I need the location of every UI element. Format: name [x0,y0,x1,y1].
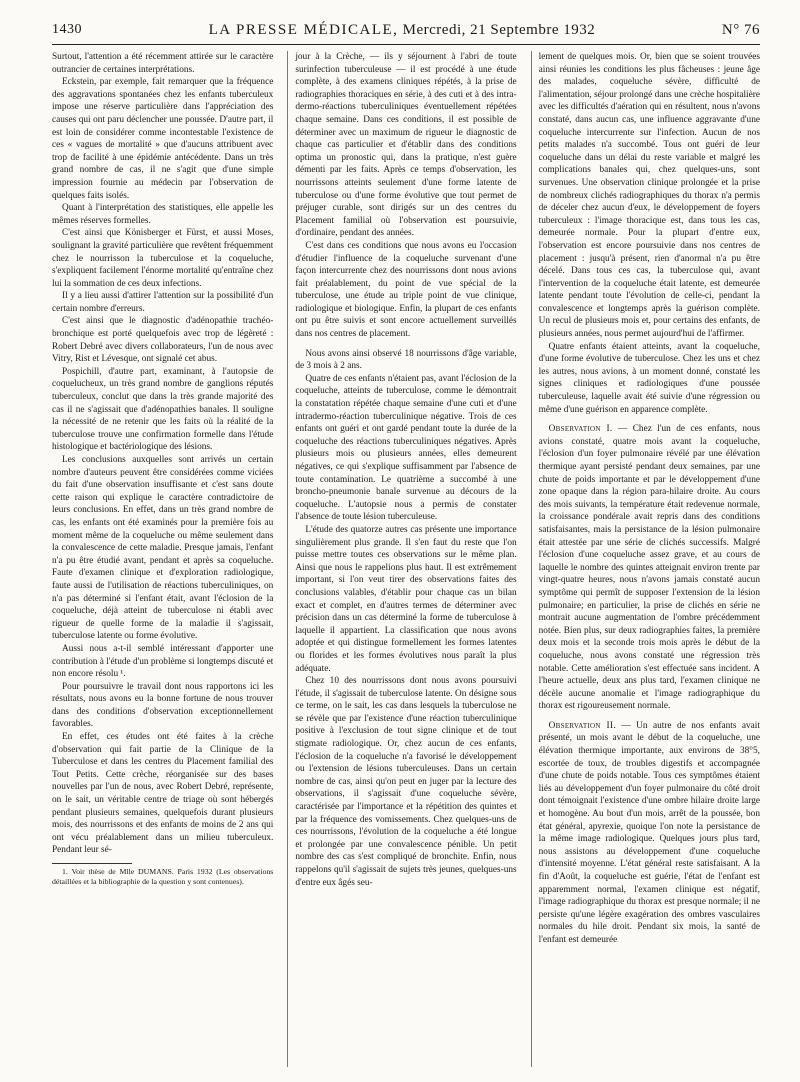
page-number: 1430 [52,22,82,37]
paragraph: C'est dans ces conditions que nous avons eu l'occasion d'étudier l'influence de la coqueluche survenant d'une façon intercurrente chez des nourrissons dont nous avions fait préalablement, du point de vue spécial de la tuberculose, une étude au triple point de vue clinique, radiologique et biologique. Enfin, la plupart de ces enfants ont pu être suivis et sont encore actuellement surveillés dans nos centres de placement. [295,240,517,340]
paragraph: Pour poursuivre le travail dont nous rapportons ici les résultats, nous avons eu la bonne fortune de nous trouver dans des conditions d'observation exceptionnellement favorables. [52,681,274,730]
paragraph: Eckstein, par exemple, fait remarquer que la fréquence des aggravations spontanées chez les enfants tuberculeux impose une réserve particulière dans l'appréciation des causes qui ont paru déclencher une poussée. D'autre part, il est loin de considérer comme incontestable l'existence de ces « vagues de mortalité » que d'aucuns attribuent avec trop de facilité à une épidémie antécédente. Dans un très grand nombre de cas, il ne s'agit que d'une simple impression fournie au médecin par l'observation de quelques faits isolés. [52,77,274,201]
column-1 [52,51,273,1067]
column-2 [287,51,516,1067]
header-title [82,22,722,39]
paragraph: C'est ainsi que le diagnostic d'adénopathie trachéo-bronchique est porté quelquefois avec trop de légèreté : Robert Debré avec divers collaborateurs, l'un de nous avec Vitry, Rist et Lévesque, ont signalé cet abus. [52,316,274,365]
column-3 [531,51,760,1067]
paragraph: Les conclusions auxquelles sont arrivés un certain nombre d'auteurs peuvent être considérées comme viciées du fait d'une observation insuffisante et c'est sans doute cette raison qui explique le caractère contradictoire de leurs conclusions. En effet, dans un très grand nombre de cas, les enfants ont été examinés pour la première fois au moment même de la coqueluche ou même seulement dans la convalescence de cette maladie. Presque jamais, l'enfant n'a pu être étudié avant, pendant et après sa coqueluche. Faute d'examen clinique et d'exploration radiologique, faute aussi de l'utilisation de réactions tuberculiniques, on n'a pas déterminé si l'enfant était, avant l'éclosion de la coqueluche, déjà atteint de tuberculose ni établi avec rigueur de quelle forme de la maladie il s'agissait, tuberculose latente ou forme évolutive. [52,455,274,642]
publication-name: LA PRESSE MÉDICALE, [208,21,399,38]
paragraph: Chez 10 des nourrissons dont nous avons poursuivi l'étude, il s'agissait de tuberculose latente. On désigne sous ce terme, on le sait, les cas dans lesquels la tuberculose ne se révèle que par l'existence d'une réaction tuberculinique positive à l'exclusion de tout signe clinique et de tout stigmate radiologique. Or, chez aucun de ces enfants, l'éclosion de la coqueluche n'a favorisé le développement ou l'extension de lésions tuberculeuses. Dans un certain nombre de cas, ainsi qu'on peut en juger par la lecture des observations, il s'agissait d'une coqueluche sévère, caractérisée par l'importance et la répétition des quintes et par la fréquence des vomissements. Chez quelques-uns de ces nourrissons, l'évolution de la coqueluche a été longue et prolongée par une convalescence pénible. Un petit nombre des cas s'est compliqué de bronchite. Enfin, nous rappelons qu'il s'agissait de sujets très jeunes, quelques-uns d'entre eux âgés seu- [295,676,517,888]
issue-date: Mercredi, 21 Septembre 1932 [402,21,596,38]
observation-heading: Observation I. [548,424,613,435]
paragraph: lement de quelques mois. Or, bien que se soient trouvées ainsi réunies les conditions les plus fâcheuses : jeune âge des malades, coqueluche sévère, difficulté de l'alimentation, séjour prolongé dans une crèche hospitalière avec les difficultés d'aération qui en résultent, nous n'avons constaté, dans aucun cas, une influence aggravante d'une coqueluche intercurrente sur l'infection. Aucun de nos petits malades n'a succombé. Tous ont guéri de leur coqueluche dans un délai du reste variable et malgré les complications banales qui, chez quelques-uns, sont survenues. Une observation clinique prolongée et la prise de nombreux clichés radiographiques du thorax n'a permis de déceler chez aucun d'eux, le développement de foyers tuberculeux : l'image thoracique est, dans tous les cas, demeurée normale. Pour la plupart d'entre eux, l'observation est encore poursuivie dans nos centres de placement : jusqu'à présent, rien d'anormal n'a pu être décelé. Dans tous ces cas, la tuberculose qui, avant l'intervention de la coqueluche était latente, est demeurée latente pendant toute l'évolution de celle-ci, pendant la convalescence et longtemps après la guérison complète. Un recul de plusieurs mois et, pour certains des enfants, de plusieurs années, nous permet aujourd'hui de l'affirmer. [538,52,760,340]
observation-1 [539,423,760,713]
paragraph: Pospichill, d'autre part, examinant, à l'autopsie de coquelucheux, un très grand nombre de ganglions réputés tuberculeux, conclut que dans la très grande majorité des cas il ne s'agissait que d'adénopathies banales. Il souligne la nécessité de ne retenir que les faits où la réalité de la tuberculose trouve une confirmation formelle dans l'étude histologique et bactériologique des lésions. [52,366,274,453]
paragraph: En effet, ces études ont été faites à la crèche d'observation qui fait partie de la Clinique de la Tuberculose et dans les centres du Placement familial des Tout Petits. Cette crèche, réorganisée sur des bases nouvelles par l'un de nous, avec Robert Debré, représente, on le sait, un véritable centre de triage où sont hébergés pendant plusieurs semaines, quelquefois durant plusieurs mois, des nourrissons et des enfants de moins de 2 ans qui ont vécu préalablement dans un milieu tuberculeux. Pendant leur sé- [52,732,274,856]
footnote: 1. Voir thèse de Mlle DUMANS. Paris 1932 (Les observations détaillées et la bibliographie de la question y sont contenues). [52,867,274,886]
running-header [52,16,760,45]
journal-page [52,16,760,1076]
paragraph: Nous avons ainsi observé 18 nourrissons d'âge variable, de 3 mois à 2 ans. [295,348,517,372]
paragraph: Quant à l'interprétation des statistiques, elle appelle les mêmes réserves formelles. [52,203,274,226]
paragraph: C'est ainsi que Könisberger et Fürst, et aussi Moses, soulignant la gravité particulière que revêtent fréquemment chez le nourrisson la tuberculose et la coqueluche, s'expliquent facilement l'énorme mortalité qu'entraîne chez lui la sommation de ces deux infections. [52,228,274,289]
issue-number: N° 76 [721,21,760,38]
observation-text: — Chez l'un de ces enfants, nous avions constaté, quatre mois avant la coqueluche, l'éclosion d'un foyer pulmonaire révélé par une élévation thermique ayant persisté pendant deux semaines, par une chute de poids importante et par le développement d'une zone opaque dans la région para-hilaire droite. Au cours des mois suivants, la température était redevenue normale, la croissance pondérale avait repris dans des conditions satisfaisantes, mais la persistance de la lésion pulmonaire était attestée par une série de clichés successifs. Malgré l'éclosion d'une coqueluche assez grave, et au cours de laquelle le nombre des quintes atteignait environ trente par vingt-quatre heures, nous n'avons jamais constaté aucun symptôme qui permît de supposer l'extension de la lésion pulmonaire; en particulier, la prise de clichés en série ne montrait aucune augmentation de l'ombre précédemment notée. Bien plus, sur deux radiographies faites, la première deux mois et la seconde trois mois après le début de la coqueluche, nous avons constaté une régression très notable. Cette amélioration s'est effectuée sans incident. A l'heure actuelle, deux ans plus tard, l'examen clinique ne décèle aucune anomalie et l'image radiographique du thorax est rigoureusement normale. [538,424,760,712]
observation-heading: Observation II. [548,720,616,731]
paragraph: Il y a lieu aussi d'attirer l'attention sur la possibilité d'un certain nombre d'erreurs. [52,291,274,314]
paragraph: Aussi nous a-t-il semblé intéressant d'apporter une contribution à l'étude d'un problème si longtemps discuté et non encore résolu ¹. [52,643,274,680]
footnote-rule [52,863,132,864]
paragraph: Quatre de ces enfants n'étaient pas, avant l'éclosion de la coqueluche, atteints de tuberculose, comme le démontrait la constatation répétée chaque semaine d'une cuti et d'une intradermo-réaction tuberculinique négative. Trois de ces enfants ont guéri et ont gardé pendant toute la durée de la coqueluche des réactions tuberculiniques négatives. Après plusieurs mois ou plusieurs années, elles demeurent négatives, ce qui s'explique suffisamment par l'absence de toute contamination. Le quatrième a succombé à une broncho-pneumonie banale survenue au décours de la coqueluche. L'autopsie nous a permis de constater l'absence de toute lésion tuberculeuse. [295,373,517,523]
observation-2 [539,720,760,947]
text-columns [52,51,760,1067]
paragraph: jour à la Crèche, — ils y séjournent à l'abri de toute surinfection tuberculeuse — il est procédé à une étude complète, à des examens cliniques répétés, à la prise de radiographies thoraciques en série, à des cuti et à des intra-dermo-réactions tuberculiniques éventuellement répétées chaque semaine. Dans ces conditions, il est possible de déterminer avec un maximum de rigueur le diagnostic de chaque cas particulier et d'établir dans des conditions optima un pronostic qui, dans la pratique, n'est guère démenti par les faits. Après ce temps d'observation, les nourrissons atteints seulement d'une forme latente de tuberculose ou d'une forme évolutive que tout permet de préjuger curable, sont dirigés sur un des centres du Placement familial où l'observation est poursuivie, d'ordinaire, pendant des années. [295,52,517,239]
paragraph: Surtout, l'attention a été récemment attirée sur le caractère outrancier de certaines interprétations. [52,52,274,75]
paragraph: Quatre enfants étaient atteints, avant la coqueluche, d'une forme évolutive de tuberculose. Chez les uns et chez les autres, nous avions, à un moment donné, constaté les signes cliniques et radiologiques d'une poussée tuberculeuse, laquelle avait été suivie d'une régression ou même d'une guérison en apparence complète. [538,341,760,415]
observation-text: — Un autre de nos enfants avait présenté, un mois avant le début de la coqueluche, une élévation thermique importante, aux environs de 38°5, escortée de toux, de troubles digestifs et accompagnée d'une chute de poids notable. Tous ces symptômes étaient liés au développement d'un foyer pulmonaire du côté droit dont témoignait l'existence d'une ombre hilaire droite large et homogène. Au bout d'un mois, arrêt de la poussée, bon état général, apyrexie, quoique l'on note la persistance de la même image radiologique. Quelques jours plus tard, nous assistons au développement d'une coqueluche d'intensité moyenne. L'état général reste satisfaisant. A la fin d'Août, la coqueluche est guérie, l'état de l'enfant est apparemment normal, l'examen clinique est négatif, l'image radiographique du thorax est presque normale; il ne persiste qu'une légère exagération des ombres vasculaires normales du hile droit. Pendant six mois, la santé de l'enfant est demeurée [538,720,760,945]
paragraph: L'étude des quatorze autres cas présente une importance singulièrement plus grande. Il s'en faut du reste que l'on puisse mettre toutes ces observations sur le même plan. Ainsi que nous le rappelions plus haut. Il est extrêmement important, si l'on veut tirer des observations faites des conclusions valables, d'établir pour chaque cas un bilan exact et complet, en d'autres termes de déterminer avec précision dans un cas déterminé la forme de tuberculose à laquelle il appartient. La classification que nous avons adoptée et qui distingue formellement les formes latentes ou florides et les formes évolutives nous paraît la plus adéquate. [295,524,517,674]
